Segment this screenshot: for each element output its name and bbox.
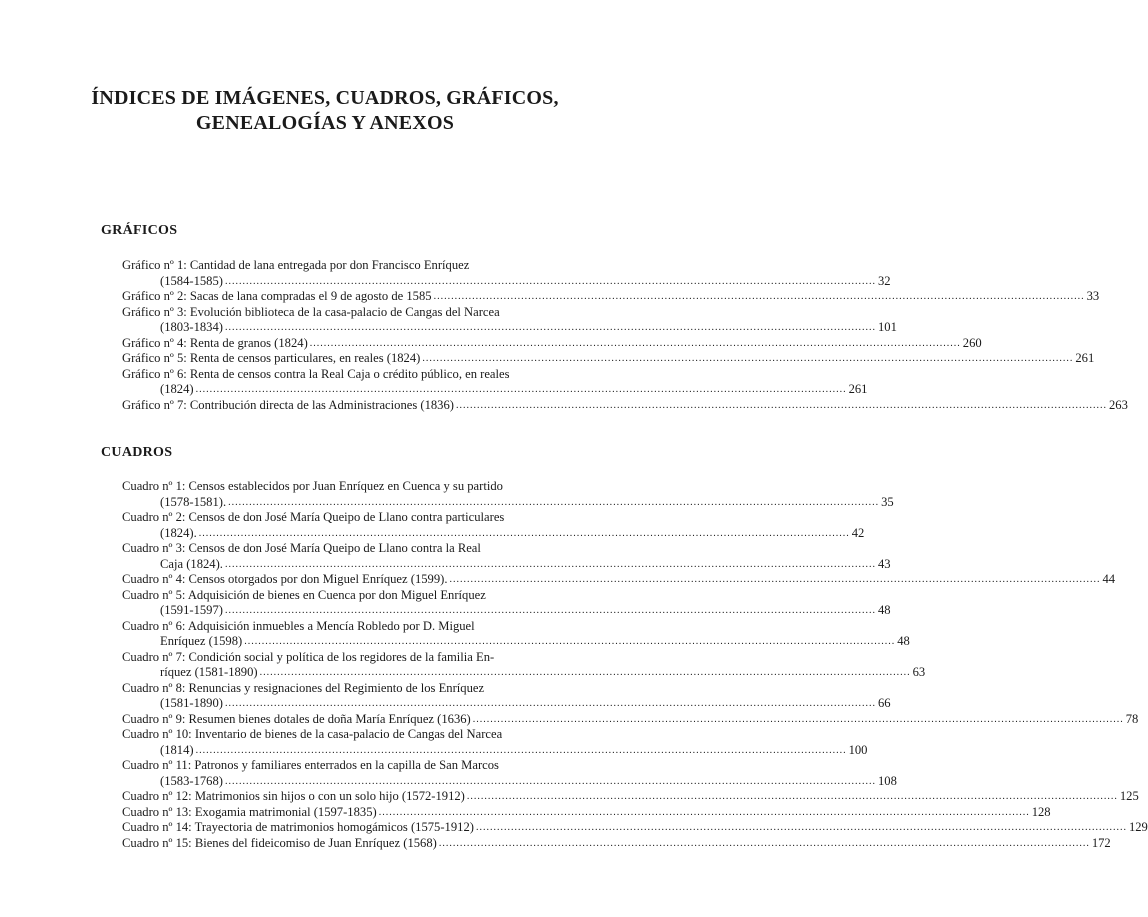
entry-page-number: 42 bbox=[851, 525, 865, 540]
entry-page-number: 48 bbox=[877, 603, 891, 617]
entry-title-continuation: ríquez (1581-1890) bbox=[160, 665, 258, 679]
entry-page-number: 43 bbox=[877, 556, 891, 571]
entry-title-continuation: (1814) bbox=[160, 742, 194, 757]
entry-page-number: 33 bbox=[1086, 289, 1100, 303]
page-title-line-2: GENEALOGÍAS Y ANEXOS bbox=[195, 112, 455, 134]
page-title-line-1: ÍNDICES DE IMÁGENES, CUADROS, GRÁFICOS, bbox=[91, 87, 559, 109]
cuadro-entry[interactable] bbox=[122, 587, 891, 619]
entry-page-number: 108 bbox=[877, 773, 897, 788]
dot-leader bbox=[225, 603, 876, 619]
dot-leader bbox=[199, 526, 850, 542]
dot-leader bbox=[473, 712, 1124, 728]
dot-leader bbox=[434, 289, 1085, 305]
entry-continuation-line bbox=[122, 273, 891, 290]
entry-continuation-line bbox=[122, 525, 865, 542]
dot-leader bbox=[225, 696, 876, 712]
entry-title: Cuadro nº 6: Adquisición inmuebles a Mencía Robledo por D. Miguel bbox=[122, 618, 475, 633]
entry-title: Cuadro nº 14: Trayectoria de matrimonios homogámicos (1575-1912) bbox=[122, 820, 474, 834]
entry-first-line bbox=[122, 305, 574, 321]
entry-first-line bbox=[122, 681, 574, 697]
entry-page-number: 101 bbox=[877, 320, 897, 334]
entry-page-number: 129 bbox=[1128, 820, 1148, 834]
entry-page-number: 66 bbox=[877, 696, 891, 710]
dot-leader bbox=[196, 743, 847, 759]
entry-first-line bbox=[122, 820, 1148, 836]
entry-title: Cuadro nº 11: Patronos y familiares enterrados en la capilla de San Marcos bbox=[122, 758, 499, 772]
dot-leader bbox=[260, 665, 911, 681]
entry-title-continuation: (1581-1890) bbox=[160, 696, 223, 710]
entry-title: Gráfico nº 1: Cantidad de lana entregada por don Francisco Enríquez bbox=[122, 258, 470, 272]
entry-title: Cuadro nº 2: Censos de don José María Queipo de Llano contra particulares bbox=[122, 510, 505, 524]
grafico-entry[interactable] bbox=[122, 289, 1100, 305]
entry-first-line bbox=[122, 367, 574, 383]
entry-page-number: 44 bbox=[1102, 572, 1116, 586]
dot-leader bbox=[228, 495, 879, 511]
entry-title: Cuadro nº 3: Censos de don José María Queipo de Llano contra la Real bbox=[122, 541, 481, 555]
entry-title: Gráfico nº 4: Renta de granos (1824) bbox=[122, 335, 308, 350]
entry-title: Cuadro nº 9: Resumen bienes dotales de doña María Enríquez (1636) bbox=[122, 711, 471, 726]
entry-first-line bbox=[122, 479, 574, 495]
dot-leader bbox=[379, 805, 1030, 821]
grafico-entry[interactable] bbox=[122, 335, 982, 352]
cuadro-entry[interactable] bbox=[122, 618, 910, 650]
entry-page-number: 32 bbox=[877, 273, 891, 288]
cuadros-list bbox=[122, 479, 1148, 851]
entry-title: Cuadro nº 1: Censos establecidos por Juan Enríquez en Cuenca y su partido bbox=[122, 479, 503, 493]
dot-leader bbox=[225, 774, 876, 790]
entry-first-line bbox=[122, 510, 574, 526]
entry-continuation-line bbox=[122, 634, 910, 650]
dot-leader bbox=[456, 398, 1107, 414]
dot-leader bbox=[449, 572, 1100, 588]
entry-page-number: 128 bbox=[1031, 804, 1051, 819]
entry-title: Cuadro nº 12: Matrimonios sin hijos o con un solo hijo (1572-1912) bbox=[122, 789, 465, 803]
page-title bbox=[60, 86, 590, 136]
entry-title: Cuadro nº 5: Adquisición de bienes en Cuenca por don Miguel Enríquez bbox=[122, 587, 486, 602]
dot-leader bbox=[422, 351, 1073, 367]
entry-first-line bbox=[122, 650, 574, 666]
grafico-entry[interactable] bbox=[122, 304, 897, 336]
cuadro-entry[interactable] bbox=[122, 758, 897, 789]
section-heading-graficos: GRÁFICOS bbox=[101, 223, 178, 238]
entry-first-line bbox=[122, 541, 574, 557]
cuadro-entry[interactable] bbox=[122, 835, 1111, 852]
entry-first-line bbox=[122, 758, 574, 774]
entry-page-number: 172 bbox=[1091, 835, 1111, 850]
dot-leader bbox=[225, 274, 876, 290]
cuadro-entry[interactable] bbox=[122, 510, 865, 541]
entry-title: Cuadro nº 4: Censos otorgados por don Miguel Enríquez (1599). bbox=[122, 572, 448, 586]
entry-page-number: 261 bbox=[1075, 351, 1095, 365]
section-heading-cuadros: CUADROS bbox=[101, 445, 173, 460]
dot-leader bbox=[244, 634, 895, 650]
cuadro-entry[interactable] bbox=[122, 711, 1139, 728]
entry-continuation-line bbox=[122, 742, 868, 759]
entry-page-number: 63 bbox=[912, 665, 926, 679]
entry-first-line bbox=[122, 588, 574, 604]
cuadro-entry[interactable] bbox=[122, 804, 1051, 821]
entry-page-number: 261 bbox=[848, 382, 868, 396]
entry-page-number: 100 bbox=[848, 742, 868, 757]
entry-title: Gráfico nº 5: Renta de censos particulares, en reales (1824) bbox=[122, 351, 421, 365]
entry-title: Gráfico nº 2: Sacas de lana compradas el 9 de agosto de 1585 bbox=[122, 289, 432, 303]
entry-title: Cuadro nº 13: Exogamia matrimonial (1597-1835) bbox=[122, 804, 377, 819]
entry-first-line bbox=[122, 289, 1100, 305]
entry-page-number: 263 bbox=[1108, 397, 1128, 412]
entry-page-number: 260 bbox=[962, 335, 982, 350]
entry-continuation-line bbox=[122, 696, 891, 712]
entry-first-line bbox=[122, 335, 982, 352]
entry-first-line bbox=[122, 789, 1139, 805]
cuadro-entry[interactable] bbox=[122, 680, 891, 712]
cuadro-entry[interactable] bbox=[122, 820, 1148, 836]
entry-first-line bbox=[122, 727, 574, 743]
entry-first-line bbox=[122, 619, 574, 635]
entry-title-continuation: (1824) bbox=[160, 382, 194, 396]
entry-page-number: 48 bbox=[897, 634, 910, 648]
entry-title: Cuadro nº 8: Renuncias y resignaciones del Regimiento de los Enríquez bbox=[122, 680, 485, 695]
cuadro-entry[interactable] bbox=[122, 789, 1139, 805]
entry-first-line bbox=[122, 835, 1111, 852]
entry-title: Gráfico nº 7: Contribución directa de las Administraciones (1836) bbox=[122, 397, 454, 412]
dot-leader bbox=[467, 789, 1118, 805]
entry-continuation-line bbox=[122, 603, 891, 619]
entry-title: Cuadro nº 7: Condición social y política de los regidores de la familia En- bbox=[122, 649, 495, 664]
entry-continuation-line bbox=[122, 494, 894, 511]
entry-page-number: 78 bbox=[1125, 711, 1139, 726]
dot-leader bbox=[439, 836, 1090, 852]
cuadro-entry[interactable] bbox=[122, 649, 926, 681]
entry-title: Gráfico nº 6: Renta de censos contra la Real Caja o crédito público, en reales bbox=[122, 366, 510, 381]
entry-continuation-line bbox=[122, 382, 868, 398]
dot-leader bbox=[225, 320, 876, 336]
entry-first-line bbox=[122, 572, 1116, 588]
cuadro-entry[interactable] bbox=[122, 727, 868, 758]
entry-title-continuation: (1824). bbox=[160, 525, 197, 540]
cuadro-entry[interactable] bbox=[122, 541, 891, 572]
graficos-list bbox=[122, 258, 1128, 413]
entry-first-line bbox=[122, 804, 1051, 821]
entry-title-continuation: (1803-1834) bbox=[160, 320, 223, 334]
entry-title-continuation: (1583-1768) bbox=[160, 773, 223, 788]
entry-title: Gráfico nº 3: Evolución biblioteca de la casa-palacio de Cangas del Narcea bbox=[122, 304, 500, 319]
entry-first-line bbox=[122, 258, 574, 274]
entry-continuation-line bbox=[122, 665, 926, 681]
entry-title-continuation: (1591-1597) bbox=[160, 603, 223, 617]
entry-first-line bbox=[122, 351, 1095, 367]
entry-page-number: 125 bbox=[1119, 789, 1139, 803]
entry-continuation-line bbox=[122, 773, 897, 790]
grafico-entry[interactable] bbox=[122, 397, 1128, 414]
entry-continuation-line bbox=[122, 556, 891, 573]
entry-title-continuation: (1578-1581). bbox=[160, 494, 227, 509]
cuadro-entry[interactable] bbox=[122, 479, 894, 510]
entry-title-continuation: (1584-1585) bbox=[160, 273, 223, 288]
entry-title-continuation: Caja (1824). bbox=[160, 556, 223, 571]
entry-title: Cuadro nº 10: Inventario de bienes de la casa-palacio de Cangas del Narcea bbox=[122, 727, 503, 741]
grafico-entry[interactable] bbox=[122, 351, 1095, 367]
entry-title: Cuadro nº 15: Bienes del fideicomiso de Juan Enríquez (1568) bbox=[122, 835, 437, 850]
entry-continuation-line bbox=[122, 320, 897, 336]
dot-leader bbox=[310, 336, 961, 352]
entry-title-continuation: Enríquez (1598) bbox=[160, 634, 243, 648]
entry-first-line bbox=[122, 711, 1139, 728]
cuadro-entry[interactable] bbox=[122, 572, 1116, 588]
dot-leader bbox=[476, 820, 1127, 836]
dot-leader bbox=[196, 382, 847, 398]
entry-page-number: 35 bbox=[881, 494, 894, 509]
entry-first-line bbox=[122, 397, 1128, 414]
grafico-entry[interactable] bbox=[122, 366, 868, 398]
grafico-entry[interactable] bbox=[122, 258, 891, 289]
dot-leader bbox=[225, 557, 876, 573]
